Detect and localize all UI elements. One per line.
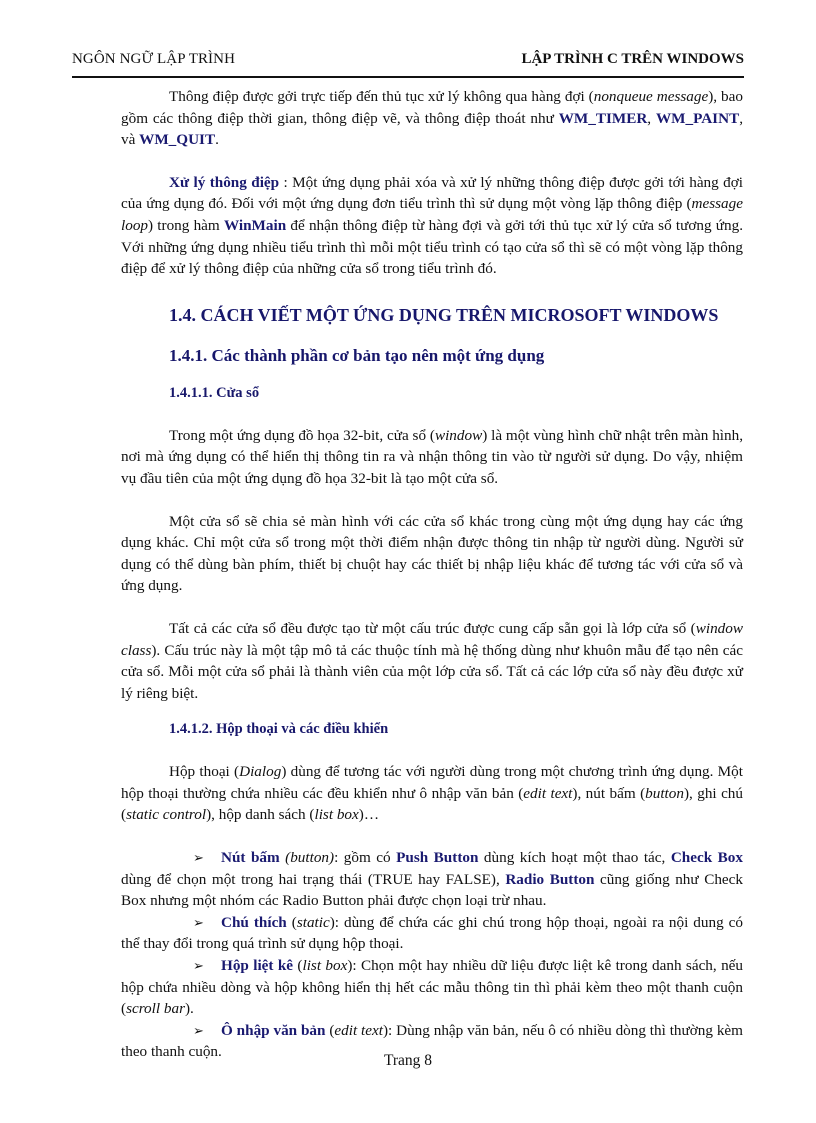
header-rule <box>72 76 744 78</box>
paragraph-dialog: Hộp thoại (Dialog) dùng để tương tác với người dùng trong một chương trình ứng dụng. Một hộp thoại thường chứa nhiều các đều khiển như ô nhập văn bản (edit text), nút bấm (button), ghi chú (static control), hộp danh sách (list box)… <box>121 763 743 824</box>
section-heading-1-4-1: 1.4.1. Các thành phần cơ bản tạo nên một ứng dụng <box>169 345 545 365</box>
bullet-button: ➢ Nút bấm (button): gồm có Push Button dùng kích hoạt một thao tác, Check Box dùng để chọn một trong hai trạng thái (TRUE hay FALSE), Radio Button cũng giống như Check Box nhưng một nhóm các Radio Button phải được chọn loại trừ nhau. <box>121 849 743 910</box>
paragraph-window-sharing: Một cửa sổ sẽ chia sẻ màn hình với các cửa sổ khác trong cùng một ứng dụng hay các ứng dụng khác. Chỉ một cửa sổ trong một thời điểm nhận được thông tin nhập từ người dùng. Người sử dụng có thể dùng bàn phím, thiết bị chuột hay các thiết bị nhập liệu khác để tương tác với cửa sổ và ứng dụng. <box>121 512 743 595</box>
page-content <box>121 86 743 1063</box>
paragraph-nonqueue-message: Thông điệp được gởi trực tiếp đến thủ tục xử lý không qua hàng đợi (nonqueue message), bao gồm các thông điệp thời gian, thông điệp vẽ, và thông điệp thoát như WM_TIMER, WM_PAINT, và WM_QUIT. <box>121 88 743 149</box>
bullet-static: ➢ Chú thích (static): dùng để chứa các ghi chú trong hộp thoại, ngoài ra nội dung có thể thay đổi trong quá trình sử dụng hộp thoại. <box>121 913 743 953</box>
page-number: Trang 8 <box>383 1052 433 1069</box>
bullet-edit-text: ➢ Ô nhập văn bản (edit text): Dùng nhập văn bản, nếu ô có nhiều dòng thì thường kèm theo thanh cuộn. <box>121 1021 743 1061</box>
arrow-bullet-icon: ➢ <box>193 850 204 866</box>
paragraph-window-definition: Trong một ứng dụng đồ họa 32-bit, cửa sổ (window) là một vùng hình chữ nhật trên màn hình, nơi mà ứng dụng có thể hiển thị thông tin ra và nhận thông tin vào từ người sử dụng. Do vậy, nhiệm vụ đầu tiên của một ứng dụng đồ họa 32-bit là tạo một cửa sổ. <box>121 426 743 487</box>
bullet-list-box: ➢ Hộp liệt kê (list box): Chọn một hay nhiều dữ liệu được liệt kê trong danh sách, nếu hộp chứa nhiều dòng và hộp không hiển thị hết các mẫu thông tin thì phải kèm theo một thanh cuộn (scroll bar). <box>121 957 744 1018</box>
page-header <box>72 51 744 71</box>
paragraph-window-class: Tất cả các cửa sổ đều được tạo từ một cấu trúc được cung cấp sẵn gọi là lớp cửa sổ (window class). Cấu trúc này là một tập mô tả các thuộc tính mà hệ thống dùng như khuôn mẫu để tạo nên các cửa sổ. Mỗi một cửa sổ phải là thành viên của một lớp cửa sổ. Tất cả các lớp cửa sổ này đều được xử lý riêng biệt. <box>121 619 743 702</box>
paragraph-message-processing: Xử lý thông điệp : Một ứng dụng phải xóa và xử lý những thông điệp được gởi tới hàng đợi của ứng dụng đó. Đối với một ứng dụng đơn tiểu trình thì sử dụng một vòng lặp thông điệp (message loop) trong hàm WinMain để nhận thông điệp từ hàng đợi và gởi tới thủ tục xử lý cửa sổ tương ứng. Với những ứng dụng nhiều tiểu trình thì mỗi một tiểu trình có tạo cửa sổ thì sẽ có một vòng lặp thông điệp để xử lý thông điệp của những cửa sổ trong tiểu trình đó. <box>121 173 743 278</box>
section-heading-1-4-1-2: 1.4.1.2. Hộp thoại và các điều khiển <box>169 721 389 738</box>
header-right-title: LẬP TRÌNH C TRÊN WINDOWS <box>521 51 744 67</box>
arrow-bullet-icon: ➢ <box>193 1022 204 1038</box>
arrow-bullet-icon: ➢ <box>193 958 204 974</box>
header-left-title: NGÔN NGỮ LẬP TRÌNH <box>72 51 236 67</box>
section-heading-1-4: 1.4. CÁCH VIẾT MỘT ỨNG DỤNG TRÊN MICROSOFT WINDOWS <box>169 304 719 325</box>
section-heading-1-4-1-1: 1.4.1.1. Cửa sổ <box>169 384 260 401</box>
arrow-bullet-icon: ➢ <box>193 914 204 930</box>
